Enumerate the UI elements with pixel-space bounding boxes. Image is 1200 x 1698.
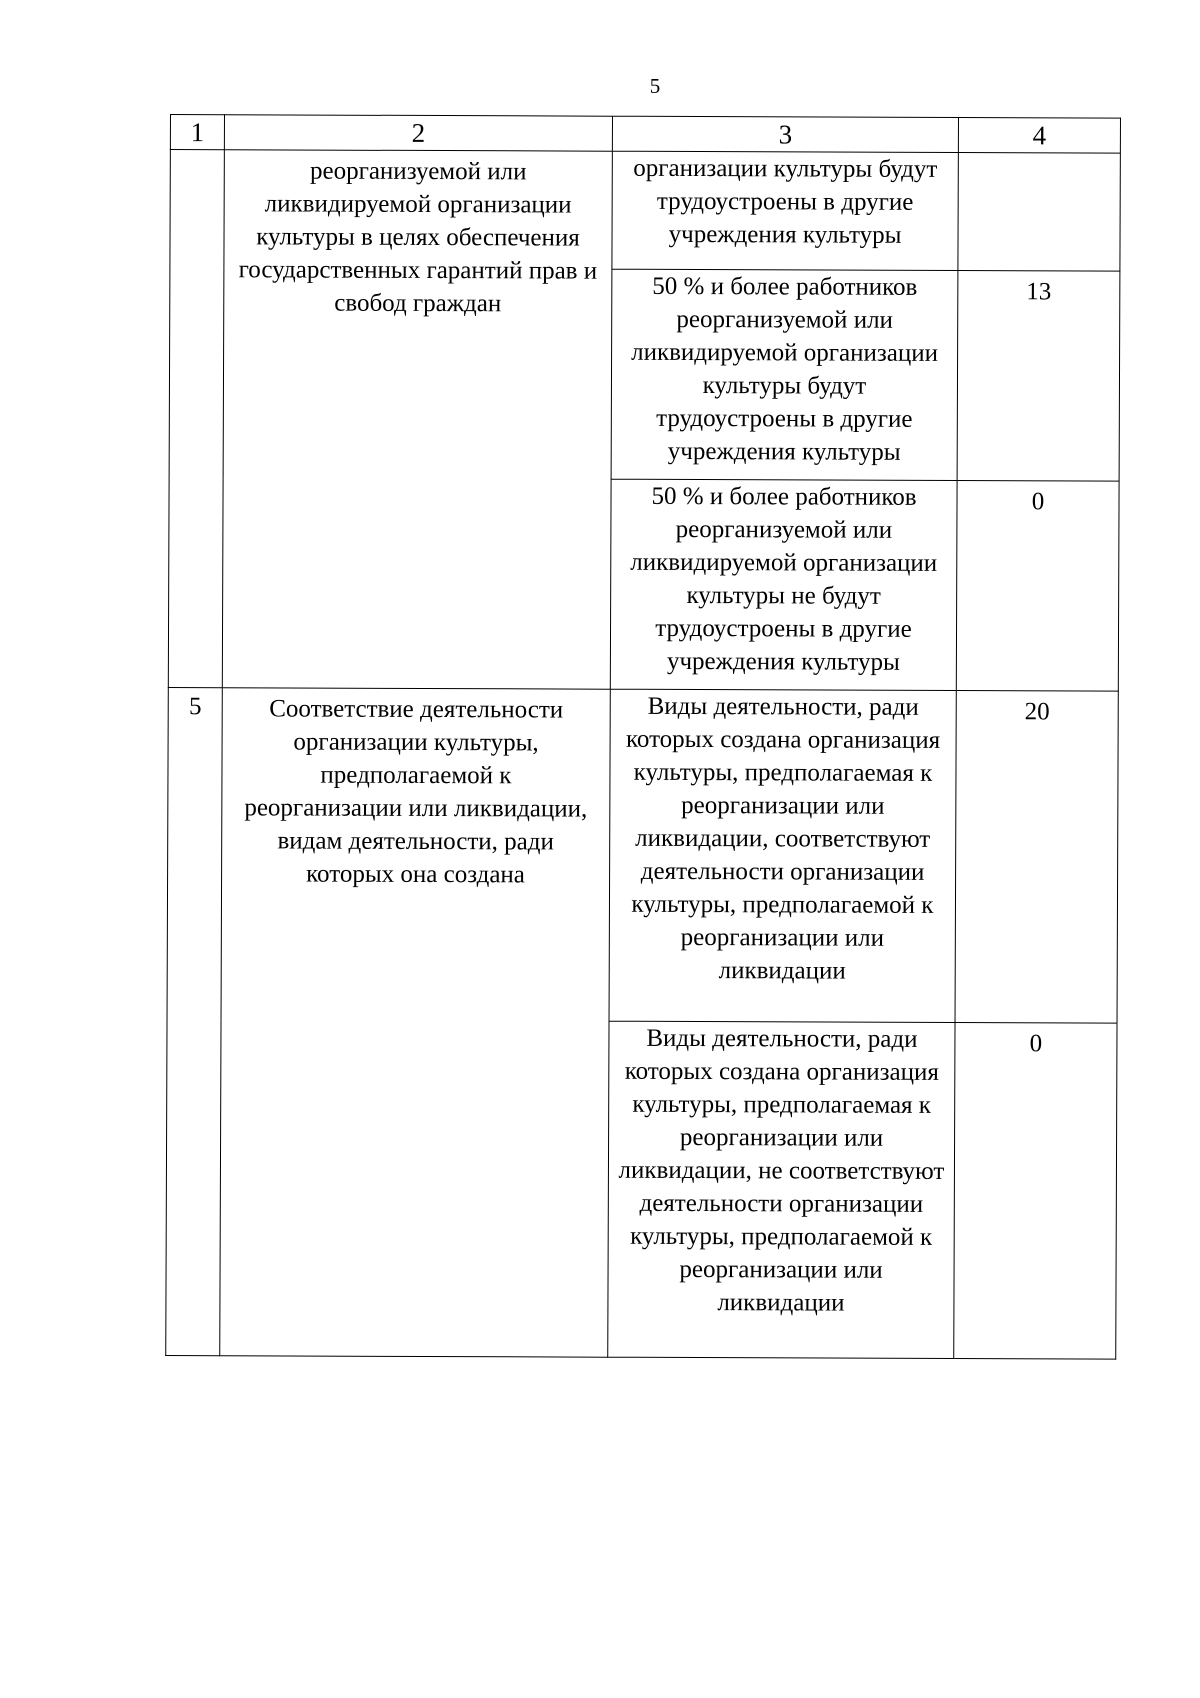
condition-cell: Виды деятельности, ради которых создана организация культуры, предполагаемая к реорганизации или ликвидации, не соответствуют деятельности организации культуры, предполагаемой к реорганизации или ликвидации	[608, 1021, 955, 1358]
condition-cell: Виды деятельности, ради которых создана организация культуры, предполагаемая к реорганизации или ликвидации, соответствуют деятельности организации культуры, предполагаемой к реорганизации или ликвидации	[609, 689, 956, 1022]
header-cell-2: 2	[224, 115, 612, 151]
header-cell-1: 1	[170, 115, 224, 150]
criteria-table	[165, 114, 1121, 1360]
header-cell-3: 3	[612, 116, 958, 152]
score-cell: 0	[956, 481, 1119, 692]
condition-cell: организации культуры будут трудоустроены в другие учреждения культуры	[612, 151, 958, 270]
table-row	[170, 150, 1120, 272]
criterion-cell: реорганизуемой или ликвидируемой организации культуры в целях обеспечения государственных гарантий прав и свобод граждан	[222, 150, 612, 689]
table-row	[167, 687, 1118, 1023]
header-cell-4: 4	[958, 118, 1120, 154]
page-number: 5	[649, 74, 661, 98]
score-cell	[958, 153, 1120, 272]
score-cell: 20	[955, 691, 1118, 1024]
criterion-cell: Соответствие деятельности организации культуры, предполагаемой к реорганизации или ликвидации, видам деятельности, ради которых она создана	[220, 688, 611, 1357]
condition-cell: 50 % и более работников реорганизуемой или ликвидируемой организации культуры не будут трудоустроены в другие учреждения культуры	[610, 479, 957, 690]
score-cell: 13	[957, 271, 1120, 482]
score-cell: 0	[954, 1023, 1117, 1360]
row-number-cell	[168, 150, 224, 688]
condition-cell: 50 % и более работников реорганизуемой или ликвидируемой организации культуры будут трудоустроены в другие учреждения культуры	[611, 269, 958, 480]
row-number-cell: 5	[166, 687, 223, 1355]
table-header-row	[170, 115, 1120, 154]
